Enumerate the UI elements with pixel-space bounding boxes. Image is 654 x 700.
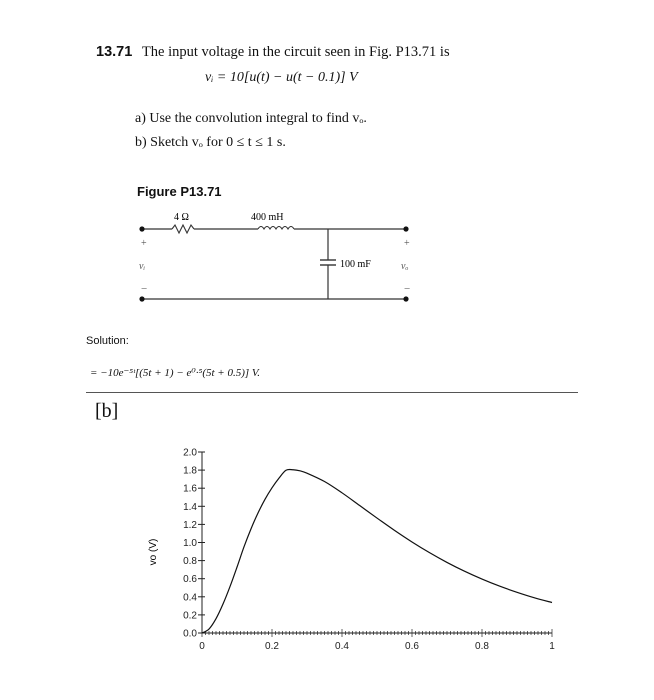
inductor-label: 400 mH [251, 212, 284, 223]
capacitor-label: 100 mF [340, 259, 371, 270]
solution-expression: = −10e⁻⁵ᵗ[(5t + 1) − e⁰·⁵(5t + 0.5)] V. [90, 367, 260, 379]
part-b-label: [b] [95, 400, 119, 422]
section-divider [86, 392, 578, 393]
x-tick-label: 1 [549, 641, 555, 652]
input-terminal-top [139, 226, 144, 231]
resistor-symbol [172, 225, 194, 233]
y-tick-label: 0.2 [183, 610, 197, 622]
input-minus: − [141, 283, 148, 295]
y-axis-label: vo (V) [148, 538, 159, 566]
x-tick-label: 0.2 [265, 641, 279, 652]
problem-number: 13.71 [96, 44, 133, 60]
y-tick-label: 1.2 [183, 519, 197, 531]
input-terminal-bottom [139, 296, 144, 301]
x-tick-label: 0.4 [335, 641, 349, 652]
circuit-diagram [130, 205, 430, 310]
plot-axes [202, 452, 552, 633]
y-tick-label: 0.4 [183, 592, 197, 604]
inductor-symbol [258, 227, 294, 230]
y-tick-label: 1.8 [183, 465, 197, 477]
x-tick-label: 0.8 [475, 641, 489, 652]
y-tick-label: 0.0 [183, 628, 197, 640]
output-plus: + [404, 238, 410, 249]
input-voltage-equation: vᵢ = 10[u(t) − u(t − 0.1)] V [205, 70, 358, 85]
y-tick-label: 0.8 [183, 556, 197, 568]
solution-label: Solution: [86, 335, 129, 347]
y-tick-label: 2.0 [183, 447, 197, 459]
x-tick-label: 0 [199, 641, 205, 652]
part-b: b) Sketch vₒ for 0 ≤ t ≤ 1 s. [135, 135, 286, 150]
y-tick-label: 1.4 [183, 501, 197, 513]
y-tick-label: 1.0 [183, 538, 197, 549]
figure-title: Figure P13.71 [137, 184, 222, 199]
part-a: a) Use the convolution integral to find vₒ. [135, 111, 367, 126]
y-tick-label: 1.6 [183, 483, 197, 495]
output-terminal-bottom [403, 296, 408, 301]
problem-statement [96, 44, 450, 61]
vo-plot [140, 440, 580, 665]
plot-ticks [183, 448, 555, 653]
input-plus: + [141, 238, 147, 249]
input-voltage-label: vᵢ [139, 261, 146, 272]
problem-text: The input voltage in the circuit seen in Fig. P13.71 is [141, 44, 450, 60]
vo-series-line [202, 469, 552, 633]
output-terminal-top [403, 226, 408, 231]
resistor-label: 4 Ω [174, 212, 189, 223]
output-minus: − [404, 283, 411, 295]
plot-series [202, 469, 552, 633]
y-tick-label: 0.6 [183, 574, 197, 586]
x-tick-label: 0.6 [405, 641, 419, 652]
output-voltage-label: vₒ [401, 261, 409, 272]
